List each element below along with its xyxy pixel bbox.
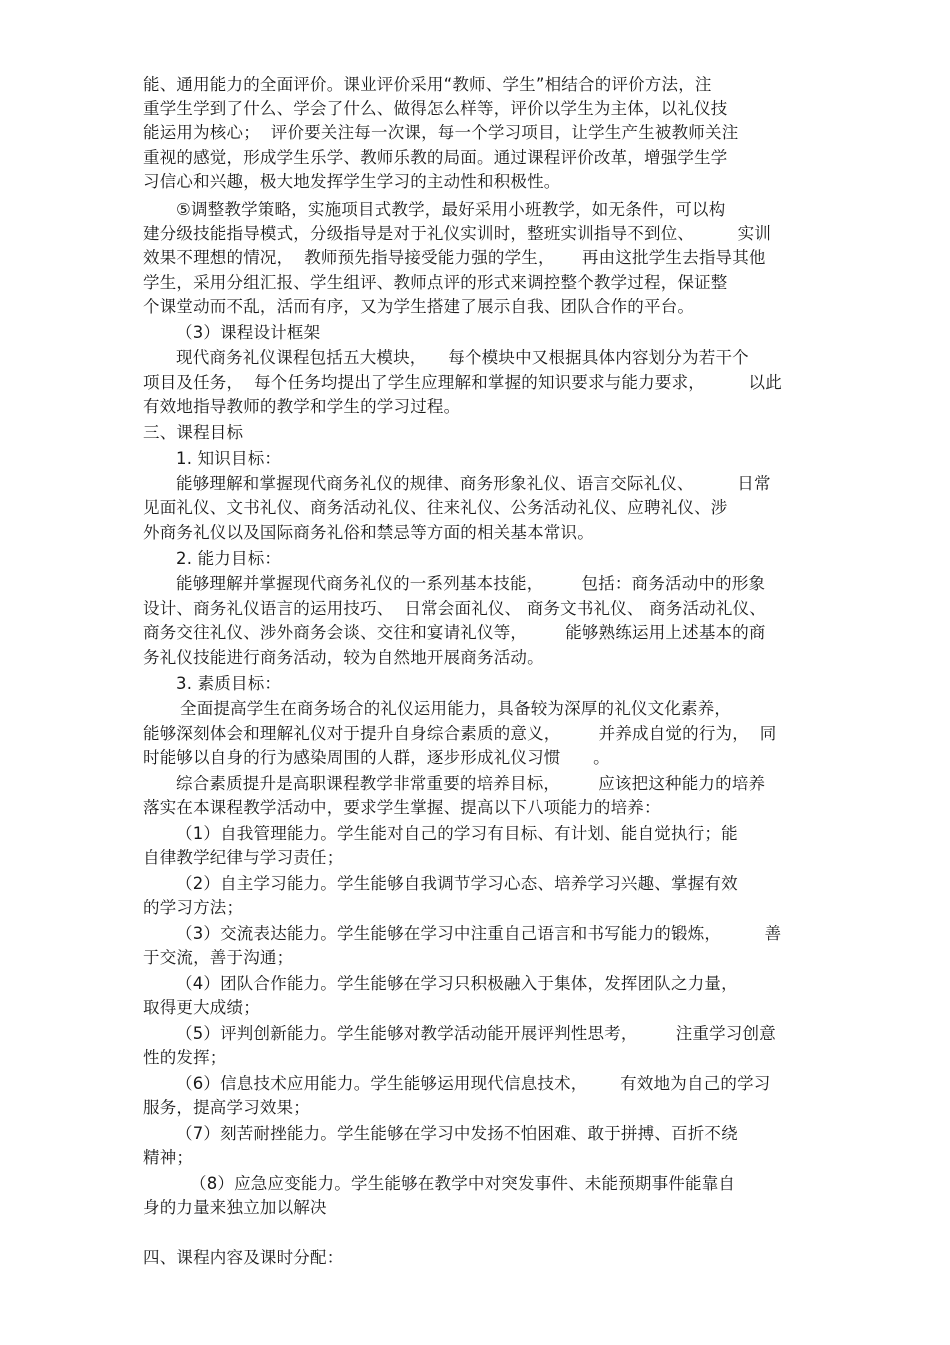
text-line: 性的发挥；: [143, 1048, 227, 1067]
text-line: 外商务礼仪以及国际商务礼俗和禁忌等方面的相关基本常识。: [143, 523, 594, 542]
list-item: （7）刻苦耐挫能力。学生能够在学习中发扬不怕困难、敢于拼搏、百折不绕: [176, 1124, 738, 1143]
text-line: 重学生学到了什么、学会了什么、做得怎么样等，评价以学生为主体，以礼仪技: [143, 99, 728, 118]
text-line: 效果不理想的情况， 教师预先指导接受能力强的学生， 再由这批学生去指导其他: [143, 248, 766, 267]
section-heading: （3）课程设计框架: [176, 323, 321, 342]
text-line: 个课堂动而不乱，活而有序，又为学生搭建了展示自我、团队合作的平台。: [143, 297, 695, 316]
text-line: 综合素质提升是高职课程教学非常重要的培养目标， 应该把这种能力的培养: [176, 774, 766, 793]
text-line: 服务，提高学习效果；: [143, 1098, 310, 1117]
text-line: 习信心和兴趣，极大地发挥学生学习的主动性和积极性。: [143, 172, 561, 191]
list-item: （1）自我管理能力。学生能对自己的学习有目标、有计划、能自觉执行；能: [176, 824, 738, 843]
text-line: 有效地指导教师的教学和学生的学习过程。: [143, 397, 461, 416]
text-line: 重视的感觉，形成学生乐学、教师乐教的局面。通过课程评价改革，增强学生学: [143, 148, 728, 167]
text-line: 建分级技能指导模式，分级指导是对于礼仪实训时，整班实训指导不到位、 实训: [143, 224, 772, 243]
list-item: （8）应急应变能力。学生能够在教学中对突发事件、未能预期事件能靠自: [190, 1174, 736, 1193]
text-line: 于交流，善于沟通；: [143, 948, 294, 967]
text-line: 能运用为核心； 评价要关注每一次课，每一个学习项目，让学生产生被教师关注: [143, 123, 739, 142]
text-line: ⑤调整教学策略，实施项目式教学，最好采用小班教学，如无条件，可以构: [176, 200, 726, 219]
text-line: 的学习方法；: [143, 898, 244, 917]
list-item: （5）评判创新能力。学生能够对教学活动能开展评判性思考， 注重学习创意: [176, 1024, 776, 1043]
text-line: 时能够以自身的行为感染周围的人群，逐步形成礼仪习惯 。: [143, 748, 610, 767]
text-line: 项目及任务， 每个任务均提出了学生应理解和掌握的知识要求与能力要求， 以此: [143, 373, 782, 392]
subsection-heading: 3. 素质目标：: [176, 674, 282, 693]
text-line: 务礼仪技能进行商务活动，较为自然地开展商务活动。: [143, 648, 544, 667]
text-line: 身的力量来独立加以解决: [143, 1198, 327, 1217]
text-line: 能够深刻体会和理解礼仪对于提升自身综合素质的意义， 并养成自觉的行为， 同: [143, 724, 777, 743]
text-line: 能、通用能力的全面评价。课业评价采用“教师、学生”相结合的评价方法，注: [143, 75, 712, 94]
text-line: 商务交往礼仪、涉外商务会谈、交往和宴请礼仪等， 能够熟练运用上述基本的商: [143, 623, 766, 642]
list-item: （2）自主学习能力。学生能够自我调节学习心态、培养学习兴趣、掌握有效: [176, 874, 738, 893]
text-line: 见面礼仪、文书礼仪、商务活动礼仪、往来礼仪、公务活动礼仪、应聘礼仪、涉: [143, 498, 728, 517]
list-item: （3）交流表达能力。学生能够在学习中注重自己语言和书写能力的锻炼， 善: [176, 924, 782, 943]
text-line: 取得更大成绩；: [143, 998, 260, 1017]
text-line: 全面提高学生在商务场合的礼仪运用能力，具备较为深厚的礼仪文化素养，: [180, 699, 732, 718]
text-line: 自律教学纪律与学习责任；: [143, 848, 344, 867]
text-line: 现代商务礼仪课程包括五大模块， 每个模块中又根据具体内容划分为若干个: [176, 348, 749, 367]
section-heading: 三、课程目标: [143, 423, 244, 442]
subsection-heading: 1. 知识目标：: [176, 449, 282, 468]
text-line: 精神；: [143, 1148, 194, 1167]
subsection-heading: 2. 能力目标：: [176, 549, 282, 568]
list-item: （4）团队合作能力。学生能够在学习只积极融入于集体，发挥团队之力量，: [176, 974, 738, 993]
list-item: （6）信息技术应用能力。学生能够运用现代信息技术， 有效地为自己的学习: [176, 1074, 771, 1093]
text-line: 能够理解并掌握现代商务礼仪的一系列基本技能， 包括：商务活动中的形象: [176, 574, 766, 593]
text-line: 设计、商务礼仪语言的运用技巧、 日常会面礼仪、 商务文书礼仪、 商务活动礼仪、: [143, 599, 766, 618]
text-line: 落实在本课程教学活动中，要求学生掌握、提高以下八项能力的培养：: [143, 798, 661, 817]
section-heading: 四、课程内容及课时分配：: [143, 1248, 344, 1267]
text-line: 学生，采用分组汇报、学生组评、教师点评的形式来调控整个教学过程，保证整: [143, 273, 728, 292]
text-line: 能够理解和掌握现代商务礼仪的规律、商务形象礼仪、语言交际礼仪、 日常: [176, 474, 771, 493]
